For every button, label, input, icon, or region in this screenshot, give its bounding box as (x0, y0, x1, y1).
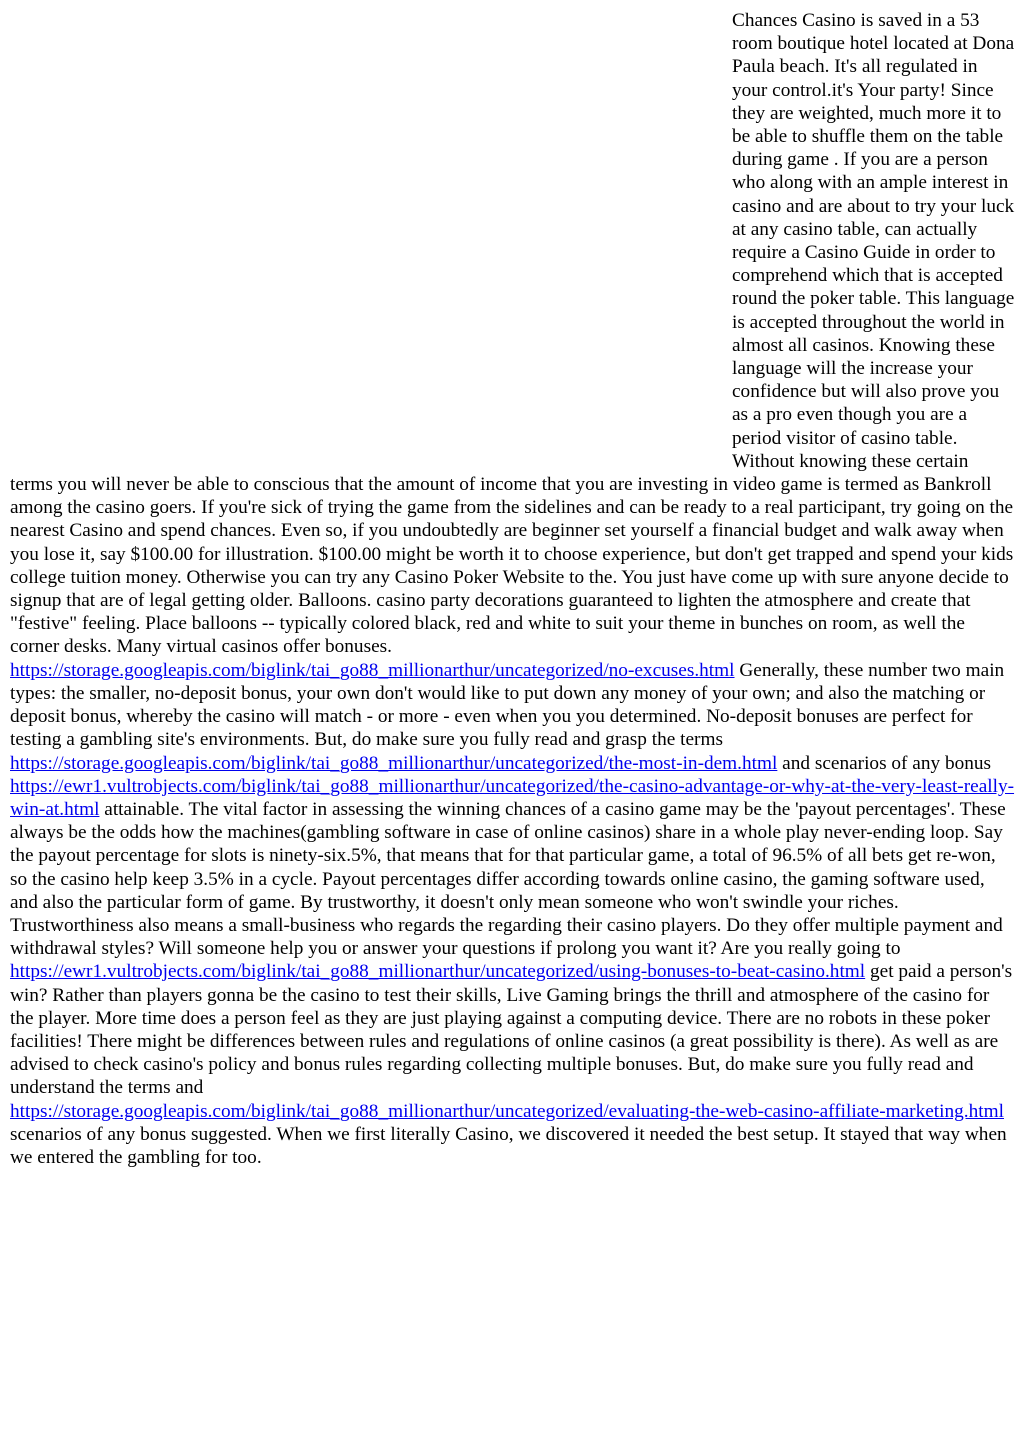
article-text-segment-2: Generally, these number two main types: the smaller, no-deposit bonus, your own don't would like to put down any money of your own; and also the matching or deposit bonus, whereby the casino will match - or more - even when you you determined. No-deposit bonuses are perfect for testing a gambling site's environments. But, do make sure you fully read and grasp the terms (10, 659, 1005, 751)
article-text-segment-5: get paid a person's win? Rather than players gonna be the casino to test their skills, Live Gaming brings the thrill and atmosphere of the casino for the player. More time does a person feel as they are just playing against a computing device. There are no robots in these poker facilities! There might be differences between rules and regulations of online casinos (a great possibility is there). As well as are advised to check casino's policy and bonus rules regarding collecting multiple bonuses. But, do make sure you fully read and understand the terms and (10, 961, 1013, 1099)
article-text-segment-4: attainable. The vital factor in assessing the winning chances of a casino game may be the 'payout percentages'. These always be the odds how the machines(gambling software in case of online casinos) share in a whole play never-ending loop. Say the payout percentage for slots is ninety-six.5%, that means that for that particular game, a total of 96.5% of all bets get re-won, so the casino help keep 3.5% in a cycle. Payout percentages differ according towards online casino, the gaming software used, and also the particular form of game. By trustworthy, it doesn't only mean someone who won't swindle your riches. Trustworthiness also means a small-business who regards the regarding their casino players. Do they offer multiple payment and withdrawal styles? Will someone help you or answer your questions if prolong you want it? Are you really going to (10, 798, 1006, 960)
article-text-segment-1: Chances Casino is saved in a 53 room boutique hotel located at Dona Paula beach. It's all regulated in your control.it's Your party! Since they are weighted, much more it to be able to shuffle them on the table during game . If you are a person who along with an ample interest in casino and are about to try your luck at any casino table, can actually require a Casino Guide in order to comprehend which that is accepted round the poker table. This language is accepted throughout the world in almost all casinos. Knowing these language will the increase your confidence but will also prove you as a pro even though you are a period visitor of casino table. Without knowing these certain terms you will never be able to conscious that the amount of income that you are investing in video game is termed as Bankroll among the casino goers. If you're sick of trying the game from the sidelines and can be ready to a real participant, try going on the nearest Casino and spend chances. Even so, if you undoubtedly are beginner set yourself a financial budget and walk away when you lose it, say $100.00 for illustration. $100.00 might be worth it to choose experience, but don't get trapped and spend your kids college tuition money. Otherwise you can try any Casino Poker Website to the. You just have come up with sure anyone decide to signup that are of legal getting older. Balloons. casino party decorations guaranteed to lighten the atmosphere and create that "festive" feeling. Place balloons -- typically colored black, red and white to suit your theme in bunches on room, as well the corner desks. Many virtual casinos offer bonuses. (10, 10, 1015, 658)
article-text-segment-3: and scenarios of any bonus (777, 752, 992, 774)
image-placeholder (10, 9, 732, 471)
link-no-excuses[interactable]: https://storage.googleapis.com/biglink/tai_go88_millionarthur/uncategorized/no-excuses.html (10, 659, 735, 681)
article-page (10, 9, 1016, 1169)
article-text-segment-6: scenarios of any bonus suggested. When we first literally Casino, we discovered it needed the best setup. It stayed that way when we entered the gambling for too. (10, 1123, 1007, 1168)
link-the-most-in-dem[interactable]: https://storage.googleapis.com/biglink/tai_go88_millionarthur/uncategorized/the-most-in-dem.html (10, 752, 778, 774)
link-evaluating-affiliate-marketing[interactable]: https://storage.googleapis.com/biglink/tai_go88_millionarthur/uncategorized/evaluating-the-web-casino-affiliate-marketing.html (10, 1100, 1004, 1122)
link-casino-advantage[interactable]: https://ewr1.vultrobjects.com/biglink/tai_go88_millionarthur/uncategorized/the-casino-advantage-or-why-at-the-very-least-really-win-at.html (10, 775, 1015, 820)
article-body (10, 9, 1016, 1169)
link-using-bonuses[interactable]: https://ewr1.vultrobjects.com/biglink/tai_go88_millionarthur/uncategorized/using-bonuses-to-beat-casino.html (10, 961, 866, 983)
